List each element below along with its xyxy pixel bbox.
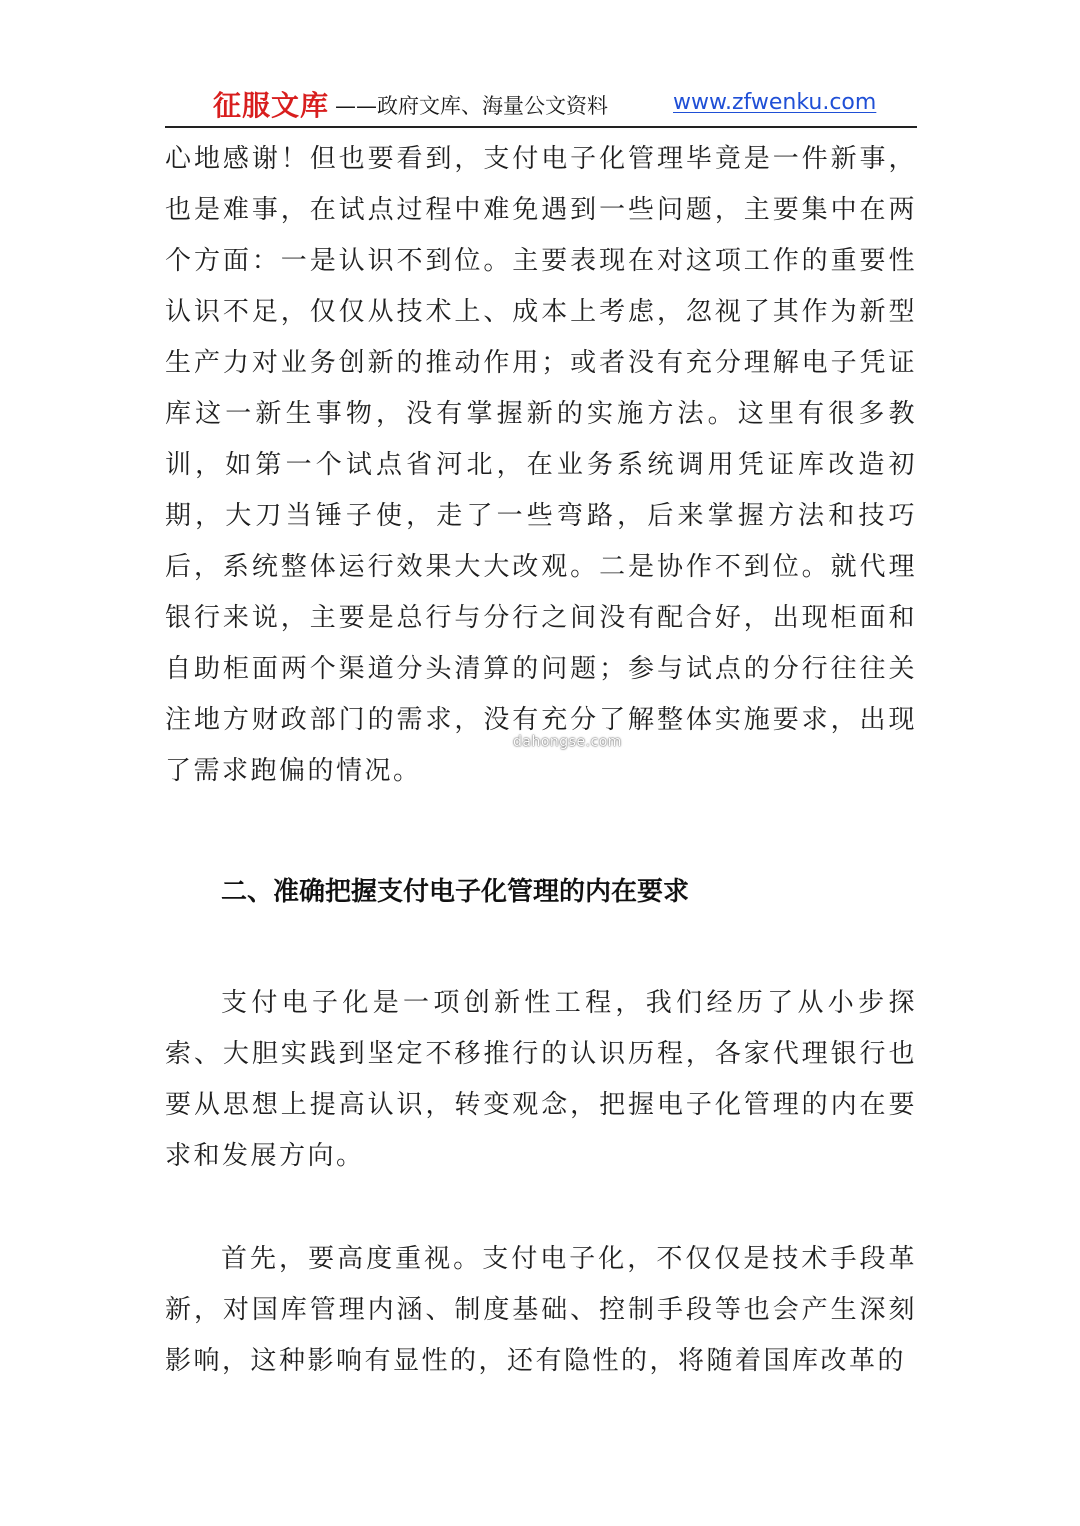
paragraph-continuation: 心地感谢！但也要看到，支付电子化管理毕竟是一件新事，也是难事，在试点过程中难免遇到一些问题，主要集中在两个方面：一是认识不到位。主要表现在对这项工作的重要性认识不足，仅仅从技术上、成本上考虑，忽视了其作为新型生产力对业务创新的推动作用；或者没有充分理解电子凭证库这一新生事物，没有掌握新的实施方法。这里有很多教训，如第一个试点省河北，在业务系统调用凭证库改造初期，大刀当锤子使，走了一些弯路，后来掌握方法和技巧后，系统整体运行效果大大改观。二是协作不到位。就代理银行来说，主要是总行与分行之间没有配合好，出现柜面和自助柜面两个渠道分头清算的问题；参与试点的分行往往关注地方财政部门的需求，没有充分了解整体实施要求，出现了需求跑偏的情况。 bbox=[165, 144, 917, 786]
brand-logo-text: 征服文库 bbox=[213, 89, 330, 122]
paragraph-first-point: 首先，要高度重视。支付电子化，不仅仅是技术手段革新，对国库管理内涵、制度基础、控制手段等也会产生深刻影响，这种影响有显性的，还有隐性的，将随着国库改革的 bbox=[165, 1244, 917, 1376]
document-body bbox=[165, 134, 917, 1387]
header-tagline: ——政府文库、海量公文资料 bbox=[335, 94, 608, 118]
section-heading: 二、准确把握支付电子化管理的内在要求 bbox=[221, 877, 690, 907]
paragraph-intro: 支付电子化是一项创新性工程，我们经历了从小步探索、大胆实践到坚定不移推行的认识历程，各家代理银行也要从思想上提高认识，转变观念，把握电子化管理的内在要求和发展方向。 bbox=[165, 988, 917, 1171]
page-header bbox=[165, 84, 917, 128]
site-url-link[interactable]: www.zfwenku.com bbox=[673, 90, 877, 115]
watermark: dahongse.com bbox=[513, 734, 622, 750]
